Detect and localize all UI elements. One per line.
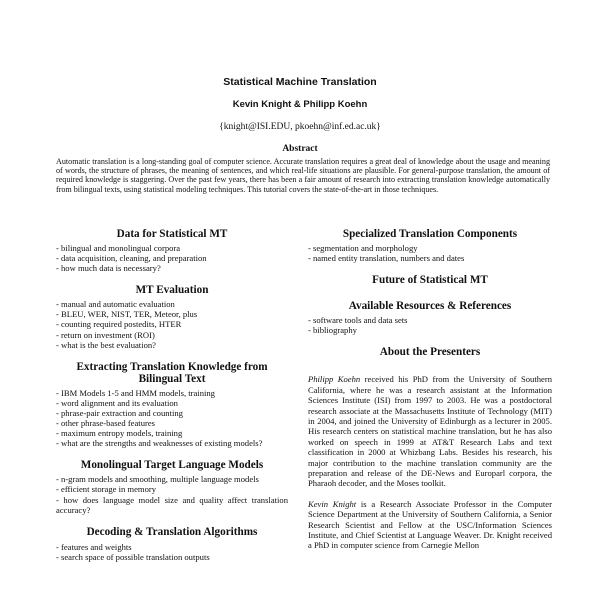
- bullet-list: [56, 542, 288, 562]
- list-item: - maximum entropy models, training: [56, 428, 183, 439]
- section-heading: Monolingual Target Language Models: [80, 459, 264, 472]
- section-presenters: [308, 346, 552, 551]
- list-item: - manual and automatic evaluation: [56, 299, 175, 310]
- list-item: - software tools and data sets: [308, 315, 408, 326]
- presenter-name: Philipp Koehn: [308, 374, 361, 385]
- list-item: - bilingual and monolingual corpora: [56, 243, 181, 253]
- right-column: [308, 228, 552, 551]
- section-heading: Future of Statistical MT: [372, 274, 488, 287]
- list-item: - how does language model size and quality affect translation accuracy?: [56, 494, 288, 515]
- list-item: - return on investment (ROI): [56, 329, 155, 340]
- section-heading: Specialized Translation Components: [342, 228, 518, 240]
- bullet-list: [308, 243, 552, 263]
- section-language-models: [56, 459, 288, 514]
- abstract-heading: Abstract: [282, 144, 318, 154]
- list-item: - counting required postedits, HTER: [56, 319, 182, 330]
- paper-title: Statistical Machine Translation: [223, 76, 377, 88]
- list-item: - phrase-pair extraction and counting: [56, 407, 183, 418]
- bio-koehn: [308, 374, 552, 488]
- bullet-list: [308, 315, 552, 335]
- section-heading: About the Presenters: [379, 346, 481, 359]
- list-item: - segmentation and morphology: [308, 243, 418, 253]
- bullet-list: [56, 243, 288, 273]
- bio-text: is a Research Associate Professor in the Computer Science Department at the University of Southern California, a Senior Research Scientist and Fellow at the USC/Information Sciences Institute, and Chief Scientist at Language Weaver. Dr. Knight received a PhD in computer science from Carnegie Mellon: [308, 498, 552, 551]
- list-item: - data acquisition, cleaning, and preparation: [56, 253, 207, 264]
- section-future: [308, 274, 552, 286]
- list-item: - features and weights: [56, 541, 132, 552]
- list-item: - search space of possible translation outputs: [56, 551, 210, 562]
- list-item: - word alignment and its evaluation: [56, 397, 178, 408]
- section-heading: MT Evaluation: [135, 284, 209, 297]
- abstract-text: Automatic translation is a long-standing goal of computer science. Accurate translation requires a great deal of knowledge about the usage and meaning of words, the structure of phrases, the meaning of sentences, and which real-life situations are plausible. For general-purpose translation, the amount of required knowledge is staggering. Over the past few years, there has been a fair amount of research into extracting translation knowledge automatically from bilingual texts, using statistical modeling techniques. This tutorial covers the state-of-the-art in those techniques.: [56, 157, 550, 194]
- list-item: - bibliography: [308, 325, 357, 336]
- paper-authors: Kevin Knight & Philipp Koehn: [232, 99, 368, 110]
- list-item: - n-gram models and smoothing, multiple language models: [56, 474, 259, 485]
- bio-knight: [308, 499, 552, 551]
- section-extracting-knowledge: [56, 361, 288, 449]
- bullet-list: [56, 388, 288, 449]
- section-mt-evaluation: [56, 284, 288, 349]
- list-item: - other phrase-based features: [56, 418, 156, 429]
- list-item: - how much data is necessary?: [56, 263, 161, 274]
- author-emails: {knight@ISI.EDU, pkoehn@inf.ed.ac.uk}: [219, 122, 381, 132]
- presenter-name: Kevin Knight: [308, 498, 357, 509]
- section-resources: [308, 300, 552, 335]
- section-decoding: [56, 526, 288, 562]
- section-specialized-components: [308, 228, 552, 263]
- section-heading: Extracting Translation Knowledge from Bilingual Text: [76, 360, 268, 385]
- list-item: - what is the best evaluation?: [56, 339, 156, 350]
- bullet-list: [56, 474, 288, 514]
- left-column: [56, 228, 288, 562]
- section-data: [56, 228, 288, 273]
- section-heading: Data for Statistical MT: [116, 228, 228, 240]
- list-item: - named entity translation, numbers and dates: [308, 253, 465, 264]
- list-item: - what are the strengths and weaknesses of existing models?: [56, 438, 263, 449]
- list-item: - efficient storage in memory: [56, 484, 157, 495]
- list-item: - IBM Models 1-5 and HMM models, training: [56, 387, 215, 398]
- section-heading: Decoding & Translation Algorithms: [86, 525, 258, 538]
- bullet-list: [56, 299, 288, 349]
- section-heading: Available Resources & References: [348, 300, 512, 313]
- list-item: - BLEU, WER, NIST, TER, Meteor, plus: [56, 309, 198, 320]
- bio-text: received his PhD from the University of Southern California, where he was a research assistant at the Information Sciences Institute (ISI) from 1997 to 2003. He was a postdoctoral research associate at the Massachusetts Institute of Technology (MIT) in 2004, and joined the University of Edinburgh as a lecturer in 2005. His research centers on statistical machine translation, but he has also worked on speech in 1999 at AT&T Research Labs and text classification in 2000 at Whizbang Labs. Besides his research, his major contribution to the machine translation community are the preparation and release of the DE-News and Europarl corpora, the Pharaoh decoder, and the Moses toolkit.: [308, 374, 552, 489]
